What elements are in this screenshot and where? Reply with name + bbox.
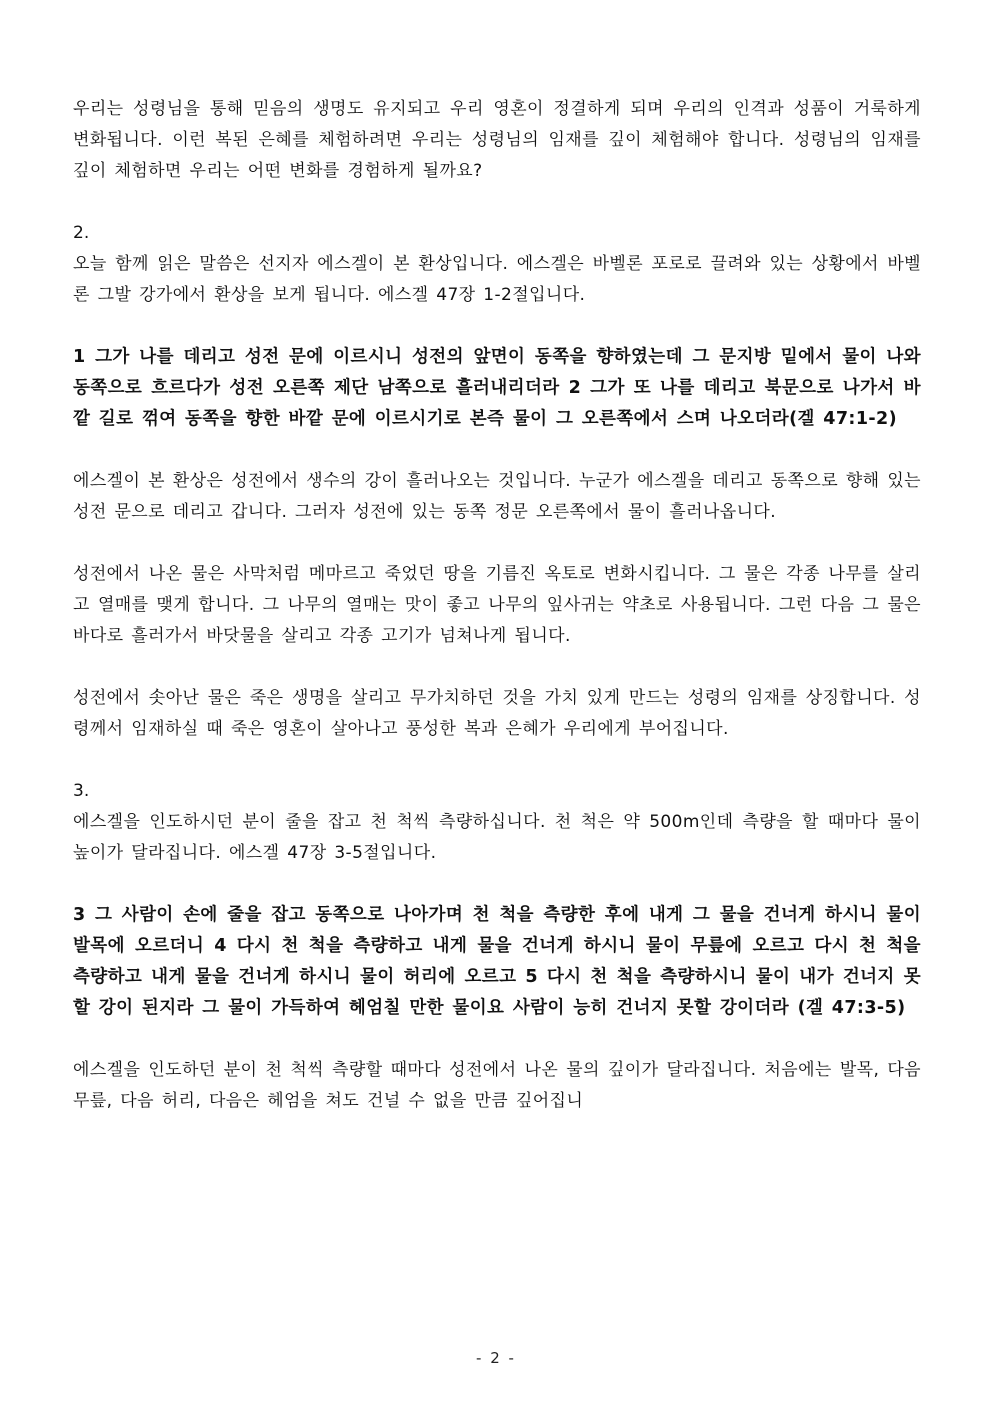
paragraph-gap bbox=[73, 869, 921, 900]
paragraph-gap bbox=[73, 528, 921, 559]
paragraph-holy-spirit-symbol: 성전에서 솟아난 물은 죽은 생명을 살리고 무가치하던 것을 가치 있게 만드는 성령의 임재를 상징합니다. 성령께서 임재하실 때 죽은 영혼이 살아나고 풍성한 복과 은혜가 우리에게 부어집니다. bbox=[73, 688, 921, 739]
paragraph-measuring: 에스겔을 인도하시던 분이 줄을 잡고 천 척씩 측량하십니다. 천 척은 약 500m인데 측량을 할 때마다 물이 높이가 달라집니다. 에스겔 47장 3-5절입니다. bbox=[73, 812, 921, 863]
section-number-2: 2. bbox=[73, 223, 90, 243]
scripture-quote-47-1-2: 1 그가 나를 데리고 성전 문에 이르시니 성전의 앞면이 동쪽을 향하였는데 그 문지방 밑에서 물이 나와 동쪽으로 흐르다가 성전 오른쪽 제단 남쪽으로 흘러내리더라 2 그가 또 나를 데리고 북문으로 나가서 바깥 길로 꺾여 동쪽을 향한 바깥 문에 이르시기로 본즉 물이 그 오른쪽에서 스며 나오더라(겔 47:1-2) bbox=[73, 347, 921, 429]
section-number-3: 3. bbox=[73, 781, 90, 801]
page-number: - 2 - bbox=[476, 1349, 516, 1367]
paragraph-water-transforms: 성전에서 나온 물은 사막처럼 메마르고 죽었던 땅을 기름진 옥토로 변화시킵니다. 그 물은 각종 나무를 살리고 열매를 맺게 합니다. 그 나무의 열매는 맛이 좋고 나무의 잎사귀는 약초로 사용됩니다. 그런 다음 그 물은 바다로 흘러가서 바닷물을 살리고 각종 고기가 넘쳐나게 됩니다. bbox=[73, 564, 921, 646]
paragraph-gap bbox=[73, 311, 921, 342]
paragraph-gap bbox=[73, 652, 921, 683]
paragraph-water-depth: 에스겔을 인도하던 분이 천 척씩 측량할 때마다 성전에서 나온 물의 깊이가 달라집니다. 처음에는 발목, 다음 무릎, 다음 허리, 다음은 헤엄을 쳐도 건널 수 없을 만큼 깊어집니 bbox=[73, 1060, 921, 1111]
paragraph-river-of-life: 에스겔이 본 환상은 성전에서 생수의 강이 흘러나오는 것입니다. 누군가 에스겔을 데리고 동쪽으로 향해 있는 성전 문으로 데리고 갑니다. 그러자 성전에 있는 동쪽 정문 오른쪽에서 물이 흘러나옵니다. bbox=[73, 471, 921, 522]
paragraph-intro: 우리는 성령님을 통해 믿음의 생명도 유지되고 우리 영혼이 정결하게 되며 우리의 인격과 성품이 거룩하게 변화됩니다. 이런 복된 은혜를 체험하려면 우리는 성령님의 임재를 깊이 체험해야 합니다. 성령님의 임재를 깊이 체험하면 우리는 어떤 변화를 경험하게 될까요? bbox=[73, 99, 921, 181]
scripture-quote-47-3-5: 3 그 사람이 손에 줄을 잡고 동쪽으로 나아가며 천 척을 측량한 후에 내게 그 물을 건너게 하시니 물이 발목에 오르더니 4 다시 천 척을 측량하고 내게 물을 건너게 하시니 물이 무릎에 오르고 다시 천 척을 측량하고 내게 물을 건너게 하시니 물이 허리에 오르고 5 다시 천 척을 측량하시니 물이 내가 건너지 못할 강이 된지라 그 물이 가득하여 헤엄칠 만한 물이요 사람이 능히 건너지 못할 강이더라 (겔 47:3-5) bbox=[73, 905, 921, 1018]
paragraph-gap bbox=[73, 1024, 921, 1055]
paragraph-gap bbox=[73, 187, 921, 218]
paragraph-gap bbox=[73, 435, 921, 466]
document-body bbox=[73, 94, 921, 1117]
paragraph-ezekiel-vision: 오늘 함께 읽은 말씀은 선지자 에스겔이 본 환상입니다. 에스겔은 바벨론 포로로 끌려와 있는 상황에서 바벨론 그발 강가에서 환상을 보게 됩니다. 에스겔 47장 1-2절입니다. bbox=[73, 254, 921, 305]
paragraph-gap bbox=[73, 745, 921, 776]
